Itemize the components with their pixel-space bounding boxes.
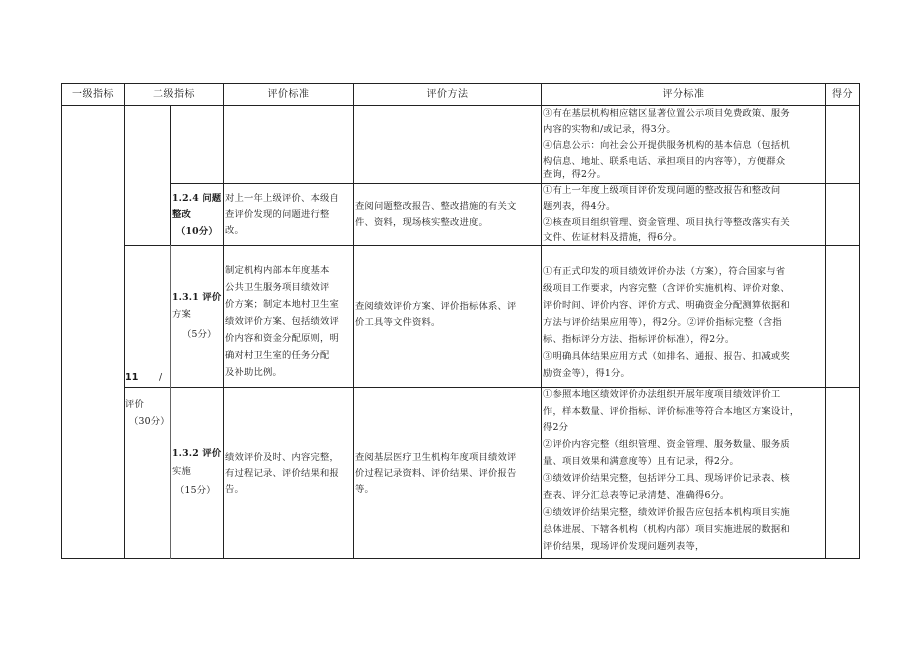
text-line: 作，样本数量、评价指标、评价标准等符合本地区方案设计， [543, 406, 800, 417]
text-line: 查评价发现的问题进行整 [225, 209, 330, 220]
text-line: 查表、评分汇总表等记录清楚、准确得6分。 [543, 490, 730, 501]
text-line: ②评价内容完整（组织管理、资金管理、服务数量、服务质 [543, 439, 790, 450]
text-line: 价工具等文件资料。 [355, 317, 441, 328]
text-line: 查阅绩效评价方案、评价指标体系、评 [355, 301, 517, 312]
text-line: 价内容和资金分配原则，明 [225, 333, 339, 344]
text-line: ③绩效评价结果完整，包括评分工具、现场评价记录表、核 [543, 473, 790, 484]
text-line: ③有在基层机构相应辖区显著位置公示项目免费政策、服务 [543, 108, 790, 119]
table-bottom-border [61, 558, 860, 559]
table-right-border [859, 83, 860, 559]
text-line: 查阅问题整改报告、整改措施的有关文 [355, 201, 517, 212]
level1-slash: / [159, 372, 163, 383]
header-scoring-standard: 评分标准 [662, 89, 705, 100]
header-level1-indicator: 一级指标 [72, 89, 114, 100]
text-line: 告。 [225, 484, 244, 495]
text-line: 改。 [225, 225, 244, 236]
text-line: （5分） [182, 329, 217, 340]
text-line: 整改 [172, 209, 191, 220]
text-line: 得2分 [543, 422, 569, 433]
text-line: 制定机构内部本年度基本 [225, 265, 330, 276]
text-line: 确对村卫生室的任务分配 [225, 350, 330, 361]
text-line: 方案 [172, 309, 191, 320]
text-line: 查阅基层医疗卫生机构年度项目绩效评 [355, 452, 517, 463]
text-line: 价方案；制定本地村卫生室 [225, 299, 339, 310]
text-line: 构信息、地址、联系电话、承担项目的内容等），方便群众 [543, 156, 786, 167]
text-line: 励资金等），得1分。 [543, 368, 630, 379]
text-line: （10分） [176, 226, 218, 237]
text-line: 文件、佐证材料及措施，得6分。 [543, 232, 683, 243]
text-line: ④绩效评价结果完整，绩效评价报告应包括本机构项目实施 [543, 507, 790, 518]
text-line: 量、项目效果和满意度等）且有记录，得2分。 [543, 456, 740, 467]
text-line: 等。 [355, 484, 374, 495]
text-line: 及补助比例。 [225, 367, 282, 378]
level1-marker: 11 [125, 372, 139, 383]
header-level2-indicator: 二级指标 [153, 89, 195, 100]
text-line: 级项目工作要求，内容完整（含评价实施机构、评价对象、 [543, 283, 790, 294]
col-divider [825, 83, 826, 559]
text-line: 1.2.4 问题 [172, 193, 222, 204]
header-score: 得分 [832, 89, 853, 100]
col-divider [353, 83, 354, 559]
text-line: 内容的实物和/或记录，得3分。 [543, 124, 676, 135]
text-line: 题列表，得4分。 [543, 201, 616, 212]
header-evaluation-standard: 评价标准 [267, 89, 310, 100]
text-line: 查询，得2分。 [543, 169, 607, 180]
text-line: ④信息公示：向社会公开提供服务机构的基本信息（包括机 [543, 140, 790, 151]
level1-score: （30分） [129, 416, 170, 427]
text-line: 绩效评价及时、内容完整， [225, 452, 339, 463]
text-line: 价过程记录资料、评价结果、评价报告 [355, 468, 517, 479]
table-left-border [61, 83, 62, 559]
text-line: 评价时间、评价内容、评价方式、明确资金分配测算依据和 [543, 300, 790, 311]
table-top-border [61, 83, 860, 84]
text-line: 1.3.1 评价 [172, 292, 222, 303]
level1-name: 评价 [125, 399, 144, 410]
text-line: 绩效评价方案、包括绩效评 [225, 316, 339, 327]
text-line: ①参照本地区绩效评价办法组织开展年度项目绩效评价工 [543, 389, 781, 400]
text-line: 件、资料，现场核实整改进度。 [355, 217, 488, 228]
text-line: 有过程记录、评价结果和报 [225, 468, 339, 479]
text-line: ③明确具体结果应用方式（如排名、通报、报告、扣减或奖 [543, 351, 790, 362]
text-line: 1.3.2 评价 [172, 448, 222, 459]
text-line: ②核查项目组织管理、资金管理、项目执行等整改落实有关 [543, 217, 790, 228]
text-line: 方法与评价结果应用等），得2分。②评价指标完整（含指 [543, 317, 782, 328]
text-line: ①有正式印发的项目绩效评价办法（方案），符合国家与省 [543, 266, 786, 277]
col-divider [170, 105, 171, 245]
row-divider [124, 245, 860, 246]
col-divider [541, 83, 542, 559]
text-line: 标、指标评分方法、指标评价标准），得2分。 [543, 334, 735, 345]
col-divider [223, 83, 224, 559]
header-evaluation-method: 评价方法 [426, 89, 469, 100]
text-line: 总体进展、下辖各机构（机构内部）项目实施进展的数据和 [543, 524, 790, 535]
text-line: 实施 [172, 466, 191, 477]
text-line: 公共卫生服务项目绩效评 [225, 282, 330, 293]
text-line: （15分） [175, 485, 216, 496]
text-line: ①有上一年度上级项目评价发现问题的整改报告和整改问 [543, 185, 781, 196]
text-line: 评价结果，现场评价发现问题列表等， [543, 541, 705, 552]
text-line: 对上一年上级评价、本级自 [225, 193, 339, 204]
col-divider [170, 245, 171, 559]
col-divider [124, 83, 125, 559]
